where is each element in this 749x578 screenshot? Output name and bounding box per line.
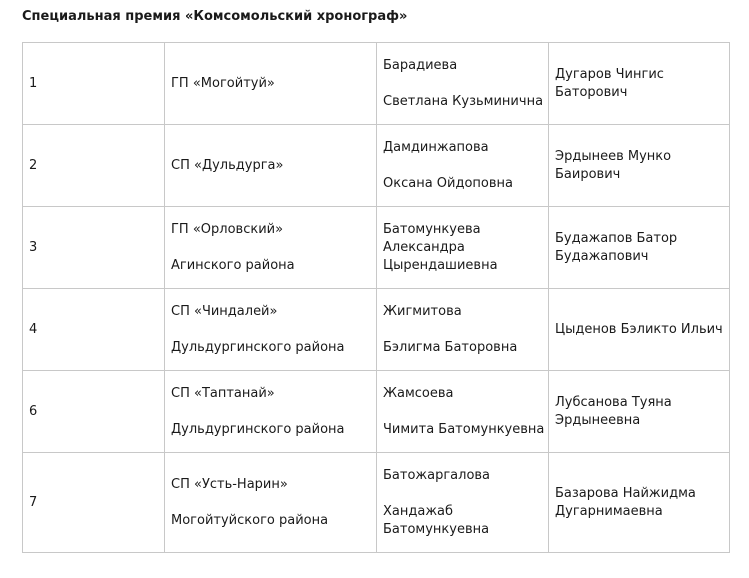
table-row [23, 453, 730, 553]
table-row [23, 371, 730, 453]
row-number-cell [23, 43, 165, 125]
line-gap [171, 403, 370, 421]
line-gap [383, 321, 542, 339]
organization-line: ГП «Орловский» [171, 221, 284, 237]
participant-line: Барадиева [383, 57, 458, 73]
organization-cell [165, 371, 377, 453]
leader-line: Баирович [555, 166, 621, 182]
participant-cell [377, 207, 549, 289]
participant-line: Бэлигма Баторовна [383, 339, 518, 355]
leader-line: Дугаров Чингис [555, 66, 664, 82]
table-row [23, 43, 730, 125]
leader-line: Цыденов Бэликто Ильич [555, 321, 723, 337]
leader-line: Базарова Найжидма [555, 485, 696, 501]
leader-cell [549, 371, 730, 453]
participant-cell [377, 43, 549, 125]
line-gap [383, 485, 542, 503]
organization-cell [165, 207, 377, 289]
participant-line: Оксана Ойдоповна [383, 175, 513, 191]
organization-line: СП «Чиндалей» [171, 303, 278, 319]
organization-cell [165, 453, 377, 553]
organization-cell [165, 289, 377, 371]
participant-cell [377, 453, 549, 553]
organization-cell [165, 125, 377, 207]
organization-line: ГП «Могойтуй» [171, 75, 275, 91]
leader-cell [549, 453, 730, 553]
participant-cell [377, 289, 549, 371]
organization-line: Дульдургинского района [171, 421, 345, 437]
leader-cell [549, 289, 730, 371]
organization-line: СП «Таптанай» [171, 385, 275, 401]
participant-line: Александра [383, 239, 465, 255]
organization-line: СП «Дульдурга» [171, 157, 284, 173]
row-number-cell [23, 371, 165, 453]
participant-line: Чимита Батомункуевна [383, 421, 545, 437]
row-number: 6 [29, 403, 38, 419]
participant-line: Жигмитова [383, 303, 462, 319]
organization-line: Могойтуйского района [171, 512, 329, 528]
row-number-cell [23, 453, 165, 553]
awards-table-body [23, 43, 730, 553]
participant-line: Батомункуева [383, 221, 481, 237]
leader-line: Лубсанова Туяна [555, 394, 672, 410]
participant-line: Хандажаб [383, 503, 454, 519]
organization-line: СП «Усть-Нарин» [171, 476, 288, 492]
table-row [23, 289, 730, 371]
leader-line: Будажапов Батор [555, 230, 678, 246]
leader-line: Эрдынеев Мунко [555, 148, 672, 164]
table-row [23, 125, 730, 207]
row-number: 1 [29, 75, 38, 91]
organization-cell [165, 43, 377, 125]
line-gap [171, 321, 370, 339]
leader-cell [549, 125, 730, 207]
leader-line: Баторович [555, 84, 628, 100]
page-title: Специальная премия «Комсомольский хронограф» [22, 9, 408, 24]
row-number: 7 [29, 494, 38, 510]
line-gap [383, 403, 542, 421]
participant-line: Дамдинжапова [383, 139, 489, 155]
row-number: 2 [29, 157, 38, 173]
organization-line: Агинского района [171, 257, 295, 273]
line-gap [383, 75, 542, 93]
leader-line: Будажапович [555, 248, 649, 264]
leader-cell [549, 43, 730, 125]
row-number-cell [23, 207, 165, 289]
participant-line: Батомункуевна [383, 521, 490, 537]
row-number-cell [23, 125, 165, 207]
participant-cell [377, 125, 549, 207]
row-number-cell [23, 289, 165, 371]
participant-line: Светлана Кузьминична [383, 93, 544, 109]
awards-table [22, 42, 730, 553]
participant-line: Цырендашиевна [383, 257, 498, 273]
line-gap [171, 239, 370, 257]
leader-line: Эрдынеевна [555, 412, 641, 428]
line-gap [383, 157, 542, 175]
participant-cell [377, 371, 549, 453]
participant-line: Жамсоева [383, 385, 454, 401]
organization-line: Дульдургинского района [171, 339, 345, 355]
leader-line: Дугарнимаевна [555, 503, 663, 519]
leader-cell [549, 207, 730, 289]
table-row [23, 207, 730, 289]
line-gap [171, 494, 370, 512]
row-number: 3 [29, 239, 38, 255]
participant-line: Батожаргалова [383, 467, 491, 483]
row-number: 4 [29, 321, 38, 337]
